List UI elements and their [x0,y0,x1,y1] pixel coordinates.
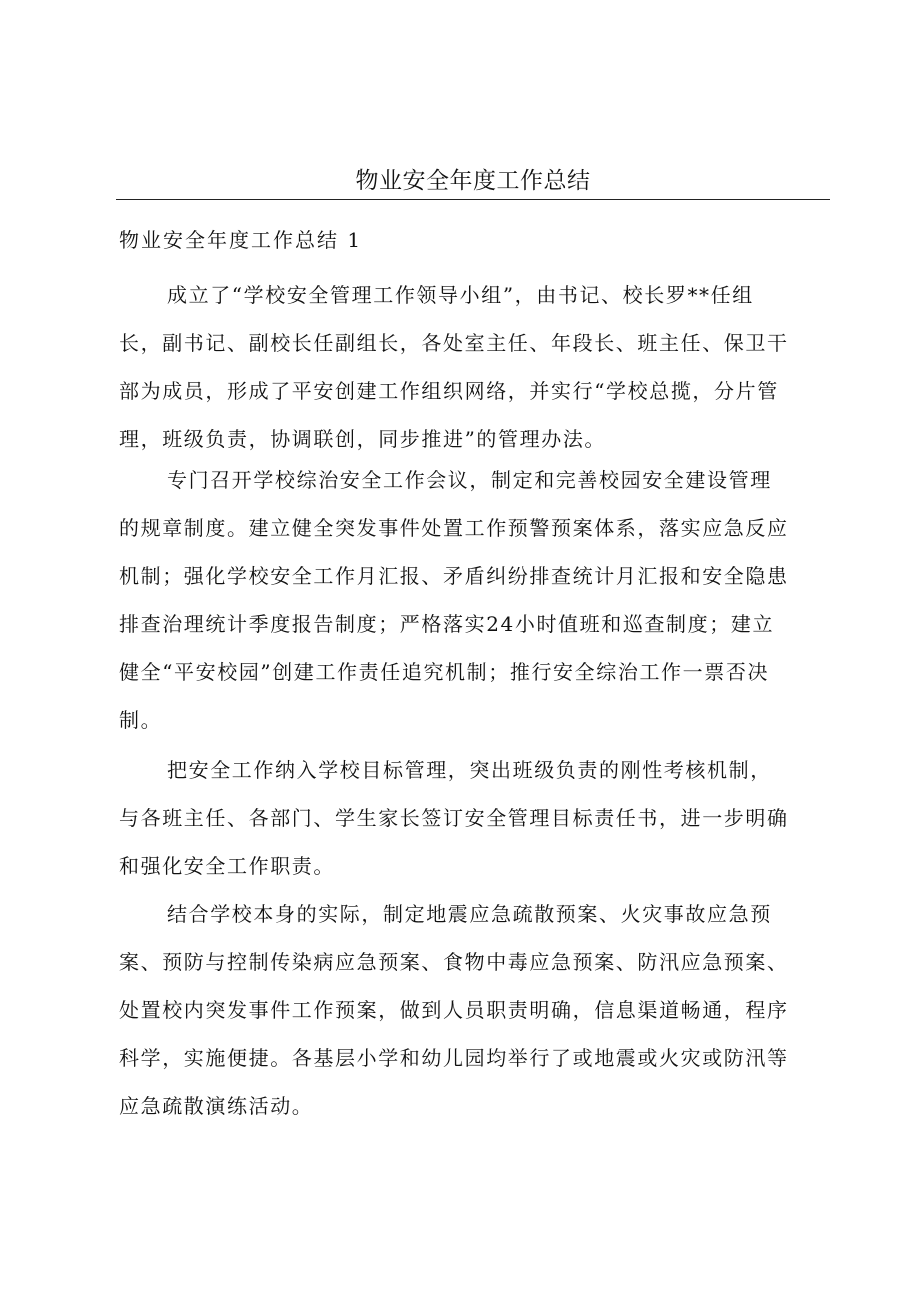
paragraph-line: 案、预防与控制传染病应急预案、食物中毒应急预案、防汛应急预案、 [119,950,789,974]
paragraph-line: 机制；强化学校安全工作月汇报、矛盾纠纷排查统计月汇报和安全隐患 [119,564,789,588]
paragraph-line: 专门召开学校综治安全工作会议，制定和完善校园安全建设管理 [167,468,772,492]
paragraph-4 [119,890,831,1130]
paragraph-2 [119,456,831,744]
paragraph-line: 与各班主任、各部门、学生家长签订安全管理目标责任书，进一步明确 [119,806,789,830]
paragraph-line: 和强化安全工作职责。 [119,854,335,878]
paragraph-line: 处置校内突发事件工作预案，做到人员职责明确，信息渠道畅通，程序 [119,998,789,1022]
paragraph-line: 部为成员，形成了平安创建工作组织网络，并实行“学校总揽，分片管 [119,379,779,403]
paragraph-3 [119,746,831,890]
paragraph-1 [119,271,831,463]
paragraph-line: 的规章制度。建立健全突发事件处置工作预警预案体系，落实应急反应 [119,516,789,540]
paragraph-line: 健全“平安校园”创建工作责任追究机制；推行安全综治工作一票否决 [119,660,770,684]
document-title: 物业安全年度工作总结 [355,168,591,194]
title-underline [116,199,830,200]
paragraph-line: 排查治理统计季度报告制度；严格落实24小时值班和巡查制度；建立 [119,612,775,636]
paragraph-line: 成立了“学校安全管理工作领导小组”，由书记、校长罗**任组 [167,283,754,307]
paragraph-line: 长，副书记、副校长任副组长，各处室主任、年段长、班主任、保卫干 [119,331,789,355]
section-heading: 物业安全年度工作总结 1 [119,228,363,252]
paragraph-line: 应急疏散演练活动。 [119,1094,314,1118]
paragraph-line: 制。 [119,708,163,732]
paragraph-line: 结合学校本身的实际，制定地震应急疏散预案、火灾事故应急预 [167,902,772,926]
paragraph-line: 把安全工作纳入学校目标管理，突出班级负责的刚性考核机制， [167,758,772,782]
paragraph-line: 理，班级负责，协调联创，同步推进”的管理办法。 [119,427,607,451]
paragraph-line: 科学，实施便捷。各基层小学和幼儿园均举行了或地震或火灾或防汛等 [119,1046,789,1070]
